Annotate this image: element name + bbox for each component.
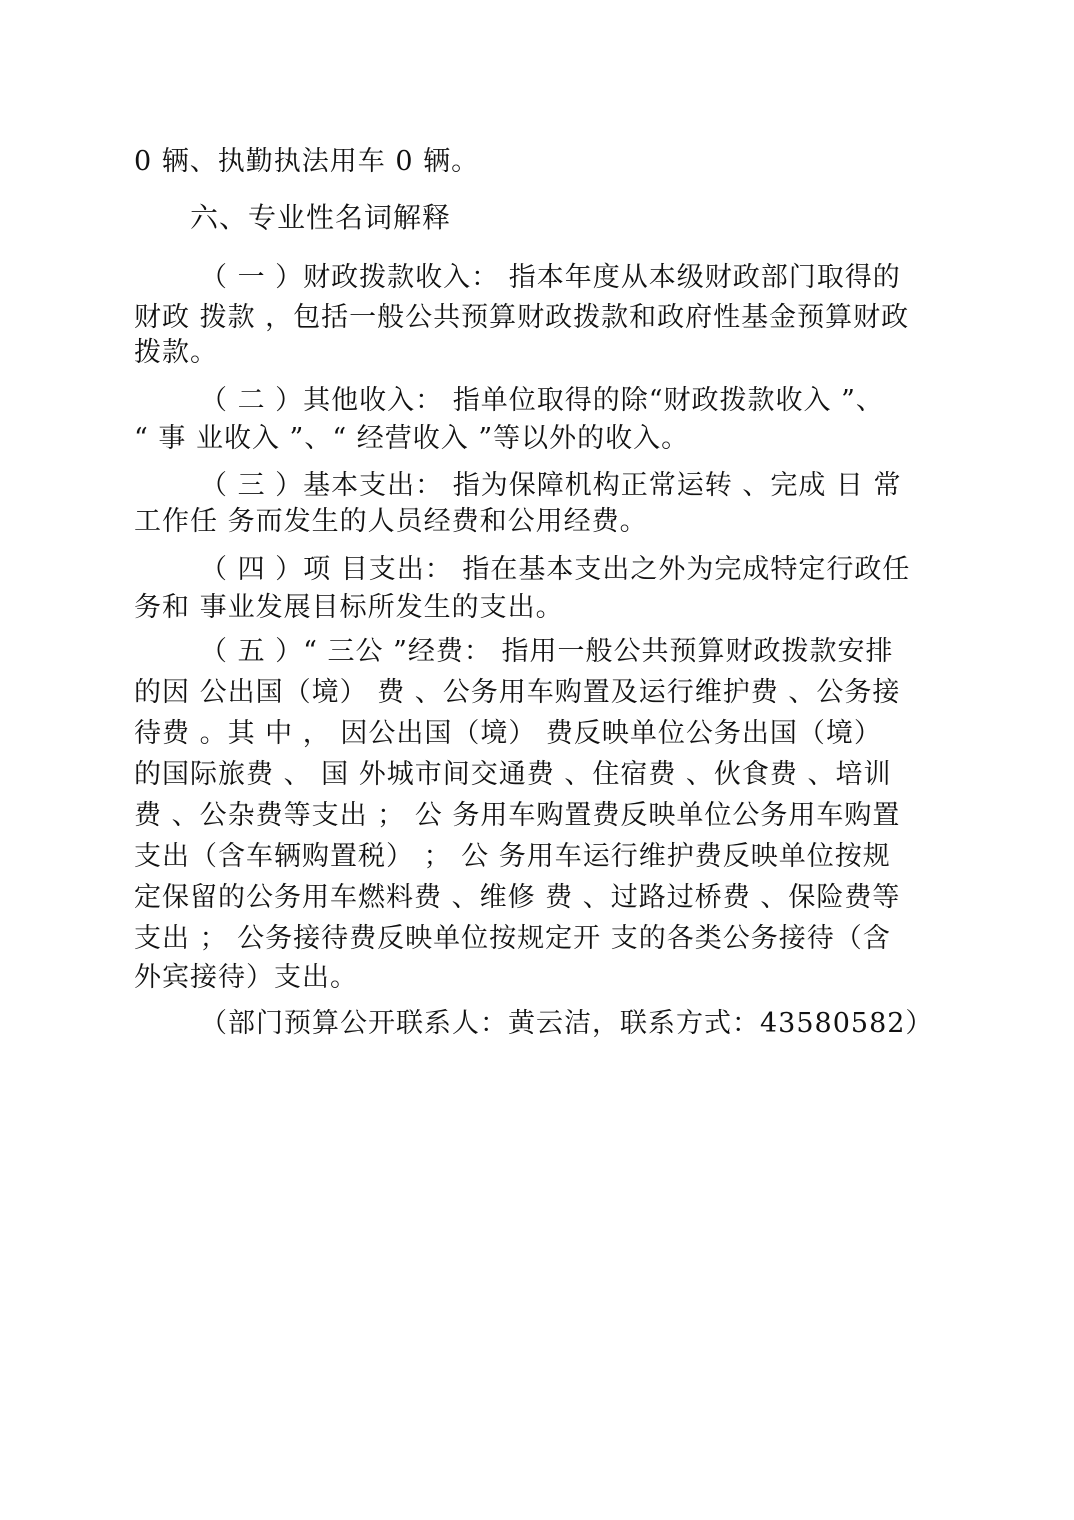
- paragraph-5-line-7: 定保留的公务用车燃料费 、维修 费 、过路过桥费 、保险费等: [134, 882, 901, 913]
- paragraph-1-line-2: 财政 拨款 ，包括一般公共预算财政拨款和政府性基金预算财政: [134, 302, 910, 333]
- paragraph-4-line-1: （ 四 ）项 目支出： 指在基本支出之外为完成特定行政任: [200, 554, 911, 585]
- paragraph-3-line-2: 工作任 务而发生的人员经费和公用经费。: [134, 506, 648, 537]
- paragraph-4-line-2: 务和 事业发展目标所发生的支出。: [134, 592, 564, 623]
- paragraph-5-line-2: 的因 公出国（境） 费 、公务用车购置及运行维护费 、公务接: [134, 677, 901, 708]
- paragraph-5-line-4: 的国际旅费 、 国 外城市间交通费 、住宿费 、伙食费 、培训: [134, 759, 892, 790]
- continuation-line: 0 辆、执勤执法用车 0 辆。: [134, 146, 480, 177]
- paragraph-3-line-1: （ 三 ）基本支出： 指为保障机构正常运转 、完成 日 常: [200, 470, 902, 501]
- paragraph-5-line-9: 外宾接待）支出。: [134, 962, 358, 993]
- paragraph-5-line-5: 费 、公杂费等支出 ； 公 务用车购置费反映单位公务用车购置: [134, 800, 901, 831]
- paragraph-5-line-8: 支出 ； 公务接待费反映单位按规定开 支的各类公务接待（含: [134, 923, 891, 954]
- paragraph-5-line-1: （ 五 ）“ 三公 ”经费： 指用一般公共预算财政拨款安排: [200, 636, 894, 667]
- paragraph-2-line-1: （ 二 ）其他收入： 指单位取得的除“财政拨款收入 ”、: [200, 385, 884, 416]
- contact-line: （部门预算公开联系人：黄云洁，联系方式：43580582）: [200, 1008, 934, 1039]
- paragraph-1-line-3: 拨款。: [134, 337, 218, 368]
- paragraph-1-line-1: （ 一 ）财政拨款收入： 指本年度从本级财政部门取得的: [200, 262, 901, 293]
- paragraph-5-line-6: 支出（含车辆购置税） ； 公 务用车运行维护费反映单位按规: [134, 841, 891, 872]
- section-heading: 六、专业性名词解释: [190, 201, 452, 234]
- paragraph-2-line-2: “ 事 业收入 ”、“ 经营收入 ”等以外的收入。: [134, 423, 690, 454]
- paragraph-5-line-3: 待费 。其 中 ， 因公出国（境） 费反映单位公务出国（境）: [134, 718, 882, 749]
